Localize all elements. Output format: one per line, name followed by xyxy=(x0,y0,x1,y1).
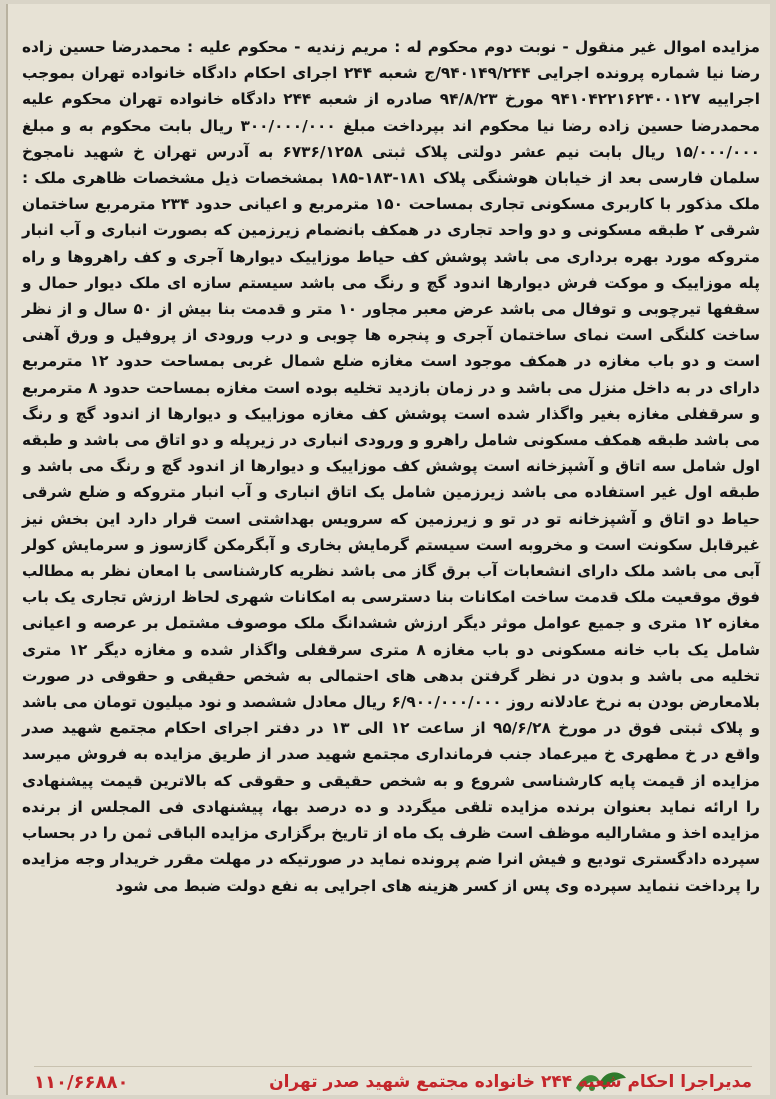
notice-code: ۱۱۰/۶۶۸۸۰ xyxy=(34,1071,129,1093)
newspaper-clipping xyxy=(6,4,770,1095)
auction-notice-text xyxy=(22,34,760,899)
notice-footer xyxy=(34,1066,752,1097)
notice-heading: مزایده اموال غیر منقول - نوبت دوم محکوم له : مریم زندیه - محکوم علیه : محمدرضا حسین زاده رضا نیا xyxy=(22,38,760,83)
issuer-signature: مدیراجرا احکام شعبه ۲۴۴ خانواده مجتمع شهید صدر تهران xyxy=(269,1072,752,1092)
notice-body: شماره پرونده اجرایی ۹۴۰۱۴۹/۲۴۴/ج شعبه ۲۴۴ اجرای احکام دادگاه خانواده تهران بموجب اجراییه ۹۴۱۰۴۲۲۱۶۲۴۰۰۱۲۷ مورخ ۹۴/۸/۲۳ صادره از شعبه ۲۴۴ دادگاه خانواده تهران محکوم علیه محمدرضا حسین زاده رضا نیا محکوم اند بپرداخت مبلغ ۳۰۰/۰۰۰/۰۰۰ ریال بابت محکوم به و مبلغ ۱۵/۰۰۰/۰۰۰ ریال بابت نیم عشر دولتی پلاک ثبتی ۶۷۳۶/۱۲۵۸ به آدرس تهران خ شهید نامجوخ سلمان فارسی بعد از خیابان هوشنگی پلاک ۱۸۱-۱۸۳-۱۸۵ بمشخصات ذیل مشخصات ظاهری ملک : ملک مذکور با کاربری مسکونی تجاری بمساحت ۱۵۰ مترمربع و اعیانی حدود ۲۳۴ مترمربع ساختمان شرقی ۲ طبقه مسکونی و دو واحد تجاری در همکف بانضمام زیرزمین که بصورت انباری و آب انبار متروکه مورد بهره برداری می باشد پوشش کف حیاط موزاییک دیوارها آجری و کف راهروها و راه پله موزاییک و موکت فرش دیوارها اندود گچ و رنگ می باشد سیستم سازه ای ملک دیوار حمال و سقفها تیرچوبی و توفال می باشد عرض معبر مجاور ۱۰ متر و قدمت بنا بیش از ۵۰ سال و از نظر ساخت کلنگی است نمای ساختمان آجری و پنجره ها چوبی و درب ورودی از پروفیل و ورق آهنی است و دو باب مغازه در همکف موجود است مغازه ضلع شمال غربی بمساحت حدود ۱۲ مترمربع دارای در به داخل منزل می باشد و در زمان بازدید تخلیه بوده است مغازه بمساحت حدود ۸ مترمربع و سرقفلی مغازه بغیر واگذار شده است پوشش کف مغازه موزاییک و دیوارها از اندود گچ و رنگ می باشد طبقه همکف مسکونی شامل راهرو و ورودی انباری در زیرپله و دو اتاق می باشد و طبقه اول شامل سه اتاق و آشپزخانه است پوشش کف موزاییک و دیوارها از اندود گچ و رنگ می باشد و طبقه اول غیر استفاده می باشد زیرزمین شامل یک اتاق انباری و آب انبار متروکه و ضلع شرقی حیاط دو اتاق و آشپزخانه تو در تو و زیرزمین که سرویس بهداشتی است قرار دارد این بخش نیز غیرقابل سکونت است و مخروبه است سیستم گرمایش بخاری و آبگرمکن گازسوز و سرمایش کولر آبی می باشد ملک دارای انشعابات آب برق گاز می باشد نظریه کارشناسی با امعان نظر به مطالب فوق موقعیت ملک قدمت ساخت امکانات بنا دسترسی به امکانات شهری لحاظ ارزش تجاری یک باب مغازه ۱۲ متری و جمیع عوامل موثر دیگر ارزش ششدانگ ملک موصوف مشتمل بر عرصه و اعیانی شامل یک باب خانه مسکونی دو باب مغازه ۸ متری سرقفلی واگذار شده و مغازه دیگر ۱۲ متری تخلیه می باشد و بدون در نظر گرفتن بدهی های احتمالی به شخص حقیقی و حقوقی در صورت بلامعارض بودن به نرخ عادلانه روز ۶/۹۰۰/۰۰۰/۰۰۰ ریال معادل ششصد و نود میلیون تومان می باشد و پلاک ثبتی فوق در مورخ ۹۵/۶/۲۸ از ساعت ۱۲ الی ۱۳ در دفتر اجرای احکام مجتمع شهید صدر واقع در خ مطهری خ میرعماد جنب فرمانداری مجتمع شهید صدر از طریق مزایده به فروش میرسد مزایده از قیمت پایه کارشناسی شروع و به شخص حقیقی و حقوقی که بالاترین قیمت پیشنهادی را ارائه نماید بعنوان برنده مزایده تلقی میگردد و ده درصد بها، پیشنهادی فی المجلس از برنده مزایده اخذ و مشارالیه موظف است ظرف یک ماه از تاریخ برگزاری مزایده الباقی ثمن را در بحساب سپرده دادگستری تودیع و فیش انرا ضم پرونده نماید در صورتیکه در مهلت مقرر خریدار وجه مزایده را پرداخت ننماید سپرده وی پس از کسر هزینه های اجرایی به نفع دولت ضبط می شود xyxy=(22,64,761,895)
